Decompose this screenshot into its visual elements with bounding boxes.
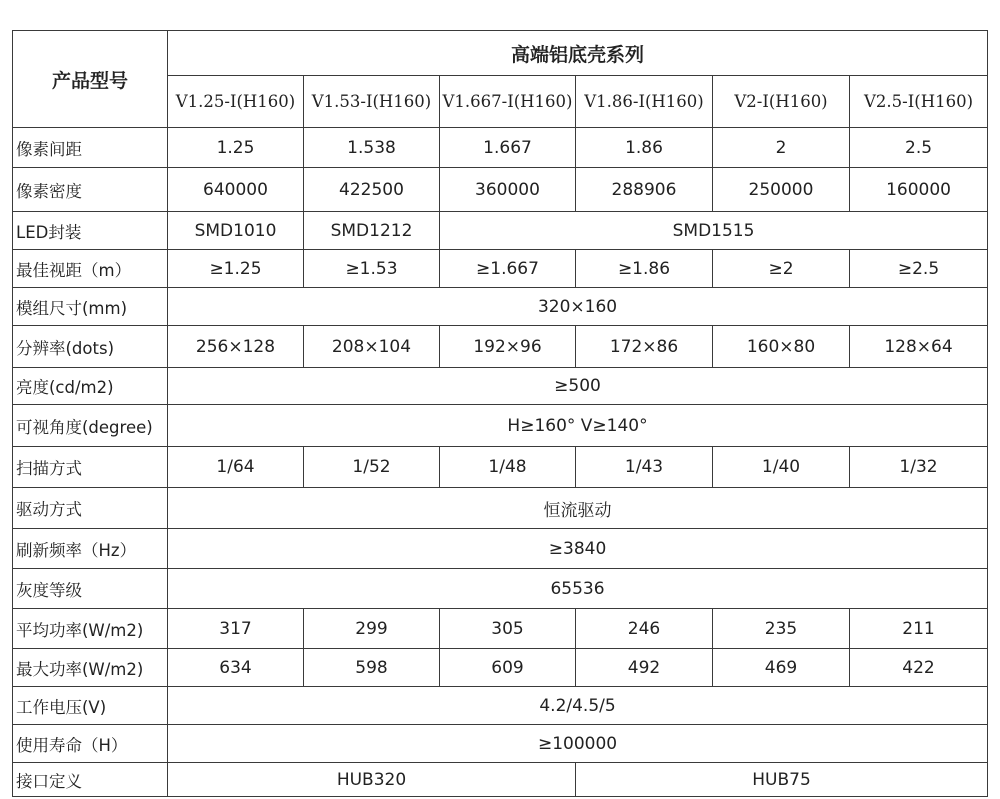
product-model-header: 产品型号 [13,31,168,128]
spec-row [13,649,988,687]
cell-value: 246 [576,609,713,649]
cell-value: ≥1.667 [440,250,576,288]
model-header: V2.5-I(H160) [850,76,988,128]
cell-value: 422 [850,649,988,687]
cell-value: 598 [304,649,440,687]
cell-value: 256×128 [168,326,304,368]
row-label: 驱动方式 [13,488,168,529]
cell-value: ≥100000 [168,725,988,763]
cell-value: 235 [713,609,850,649]
cell-value: 492 [576,649,713,687]
cell-value: 320×160 [168,288,988,326]
cell-value: ≥1.86 [576,250,713,288]
spec-row [13,488,988,529]
cell-value: 469 [713,649,850,687]
row-label: 分辨率(dots) [13,326,168,368]
cell-value: 65536 [168,569,988,609]
cell-value: 1.538 [304,128,440,168]
row-label: LED封装 [13,212,168,250]
cell-value: 2 [713,128,850,168]
cell-value: 1/52 [304,447,440,488]
cell-value: 208×104 [304,326,440,368]
spec-row [13,212,988,250]
row-label: 工作电压(V) [13,687,168,725]
spec-row [13,250,988,288]
cell-value: 640000 [168,168,304,212]
model-header: V1.86-I(H160) [576,76,713,128]
cell-value: 1.25 [168,128,304,168]
cell-value: 1.667 [440,128,576,168]
cell-value: 恒流驱动 [168,488,988,529]
cell-value: SMD1212 [304,212,440,250]
cell-value: 609 [440,649,576,687]
spec-row [13,725,988,763]
cell-value: 211 [850,609,988,649]
model-header: V1.25-I(H160) [168,76,304,128]
spec-row [13,447,988,488]
row-label: 刷新频率（Hz） [13,529,168,569]
row-label: 灰度等级 [13,569,168,609]
spec-row [13,529,988,569]
cell-value: 1/40 [713,447,850,488]
spec-row [13,168,988,212]
cell-value: 299 [304,609,440,649]
cell-value: ≥1.53 [304,250,440,288]
model-header: V1.667-I(H160) [440,76,576,128]
cell-value: 288906 [576,168,713,212]
cell-value: 305 [440,609,576,649]
cell-value: 128×64 [850,326,988,368]
spec-row [13,763,988,797]
row-label: 接口定义 [13,763,168,797]
cell-value: 1/43 [576,447,713,488]
cell-value: 317 [168,609,304,649]
row-label: 像素密度 [13,168,168,212]
row-label: 最佳视距（m） [13,250,168,288]
cell-value: HUB320 [168,763,576,797]
cell-value: HUB75 [576,763,988,797]
cell-value: 422500 [304,168,440,212]
cell-value: ≥2 [713,250,850,288]
cell-value: 250000 [713,168,850,212]
cell-value: ≥1.25 [168,250,304,288]
row-label: 扫描方式 [13,447,168,488]
cell-value: 1/64 [168,447,304,488]
row-label: 最大功率(W/m2) [13,649,168,687]
cell-value: ≥500 [168,368,988,405]
cell-value: 1/48 [440,447,576,488]
cell-value: H≥160° V≥140° [168,405,988,447]
cell-value: 360000 [440,168,576,212]
cell-value: 192×96 [440,326,576,368]
spec-row [13,569,988,609]
spec-row [13,326,988,368]
cell-value: SMD1010 [168,212,304,250]
cell-value: ≥2.5 [850,250,988,288]
cell-value: 2.5 [850,128,988,168]
cell-value: 160×80 [713,326,850,368]
model-header: V1.53-I(H160) [304,76,440,128]
row-label: 亮度(cd/m2) [13,368,168,405]
cell-value: 172×86 [576,326,713,368]
spec-row [13,128,988,168]
row-label: 可视角度(degree) [13,405,168,447]
cell-value: 4.2/4.5/5 [168,687,988,725]
spec-row [13,687,988,725]
spec-table [12,30,988,797]
cell-value: 160000 [850,168,988,212]
row-label: 平均功率(W/m2) [13,609,168,649]
row-label: 像素间距 [13,128,168,168]
cell-value: ≥3840 [168,529,988,569]
spec-row [13,405,988,447]
cell-value: 1/32 [850,447,988,488]
row-label: 模组尺寸(mm) [13,288,168,326]
cell-value: 1.86 [576,128,713,168]
model-header: V2-I(H160) [713,76,850,128]
cell-value: SMD1515 [440,212,988,250]
series-title: 高端铝底壳系列 [168,31,988,76]
cell-value: 634 [168,649,304,687]
spec-row [13,609,988,649]
row-label: 使用寿命（H） [13,725,168,763]
spec-row [13,368,988,405]
spec-row [13,288,988,326]
